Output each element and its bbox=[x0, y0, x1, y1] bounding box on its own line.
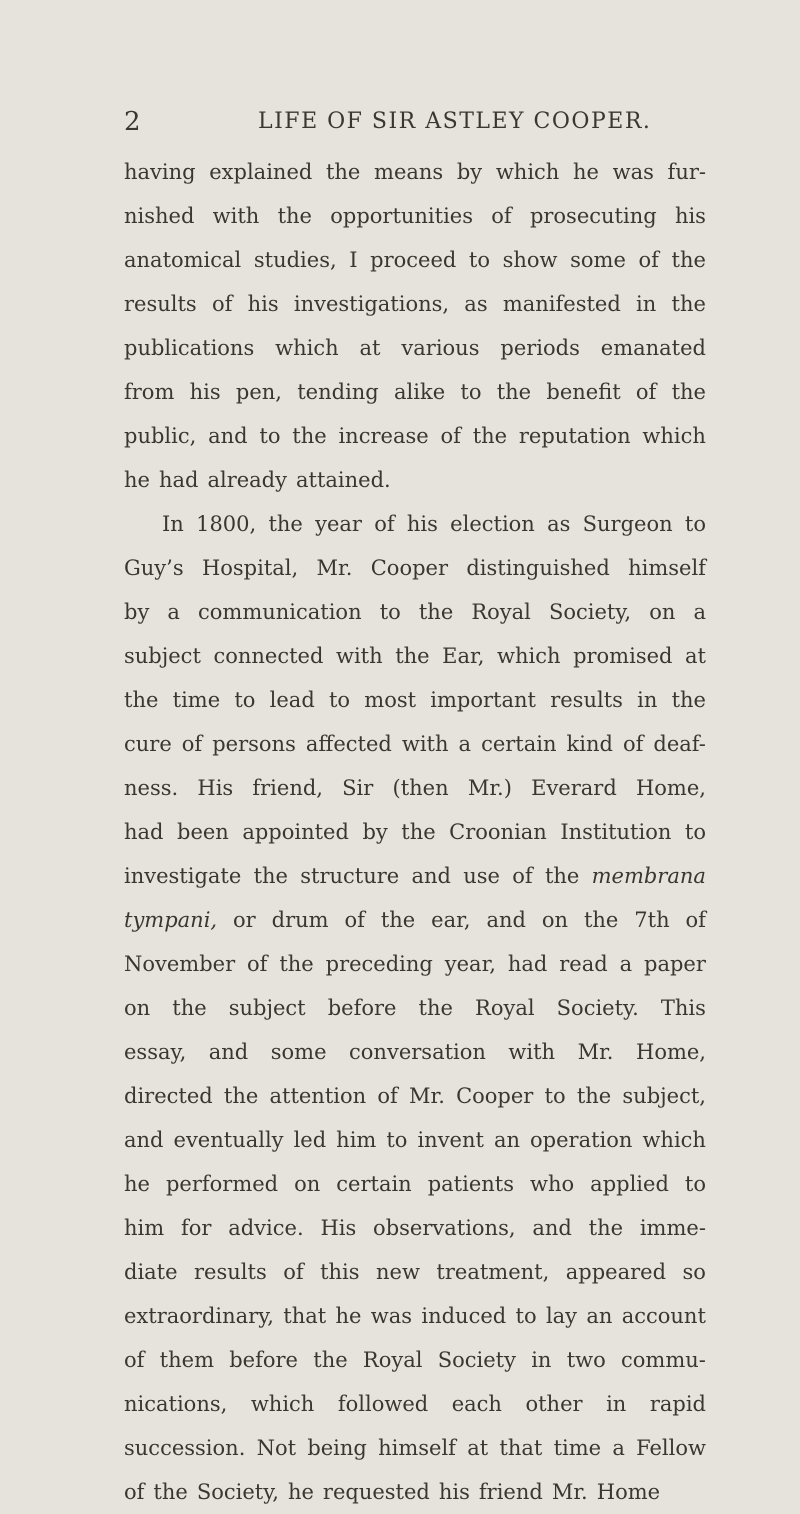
text-line: tympani, or drum of the ear, and on the 7th of bbox=[124, 908, 706, 932]
text-line: he had already attained. bbox=[124, 468, 391, 492]
text-line: ness. His friend, Sir (then Mr.) Everard Home, bbox=[124, 776, 706, 800]
text-line: investigate the structure and use of the membrana bbox=[124, 864, 706, 888]
text-line: from his pen, tending alike to the benefit of the bbox=[124, 380, 706, 404]
text-line: he performed on certain patients who applied to bbox=[124, 1172, 706, 1196]
text-line: public, and to the increase of the reputation which bbox=[124, 424, 706, 448]
text-line: results of his investigations, as manifested in the bbox=[124, 292, 706, 316]
text-line: of them before the Royal Society in two commu- bbox=[124, 1348, 706, 1372]
text-line: diate results of this new treatment, appeared so bbox=[124, 1260, 706, 1284]
text-line: had been appointed by the Croonian Institution to bbox=[124, 820, 706, 844]
text-line: publications which at various periods emanated bbox=[124, 336, 706, 360]
text-line: Guy’s Hospital, Mr. Cooper distinguished himself bbox=[124, 556, 706, 580]
text-line: November of the preceding year, had read a paper bbox=[124, 952, 706, 976]
text-line: by a communication to the Royal Society, on a bbox=[124, 600, 706, 624]
text-line: him for advice. His observations, and the imme- bbox=[124, 1216, 706, 1240]
text-line: and eventually led him to invent an operation which bbox=[124, 1128, 706, 1152]
page-number: 2 bbox=[124, 107, 141, 137]
text-line: essay, and some conversation with Mr. Home, bbox=[124, 1040, 706, 1064]
text-line: directed the attention of Mr. Cooper to the subject, bbox=[124, 1084, 706, 1108]
text-line: In 1800, the year of his election as Surgeon to bbox=[162, 512, 706, 536]
text-line: succession. Not being himself at that time a Fellow bbox=[124, 1436, 706, 1460]
text-line: extraordinary, that he was induced to lay an account bbox=[124, 1304, 706, 1328]
text-line: nished with the opportunities of prosecuting his bbox=[124, 204, 706, 228]
body-text bbox=[124, 150, 706, 1514]
text-line: the time to lead to most important results in the bbox=[124, 688, 706, 712]
text-line: having explained the means by which he was fur- bbox=[124, 160, 706, 184]
text-line: subject connected with the Ear, which promised at bbox=[124, 644, 706, 668]
running-head bbox=[124, 104, 706, 140]
text-line: of the Society, he requested his friend Mr. Home bbox=[124, 1480, 661, 1504]
text-line: cure of persons affected with a certain kind of deaf- bbox=[124, 732, 706, 756]
text-line: nications, which followed each other in rapid bbox=[124, 1392, 706, 1416]
text-line: anatomical studies, I proceed to show some of the bbox=[124, 248, 706, 272]
text-line: on the subject before the Royal Society. This bbox=[124, 996, 706, 1020]
running-title: LIFE OF SIR ASTLEY COOPER. bbox=[258, 109, 652, 134]
